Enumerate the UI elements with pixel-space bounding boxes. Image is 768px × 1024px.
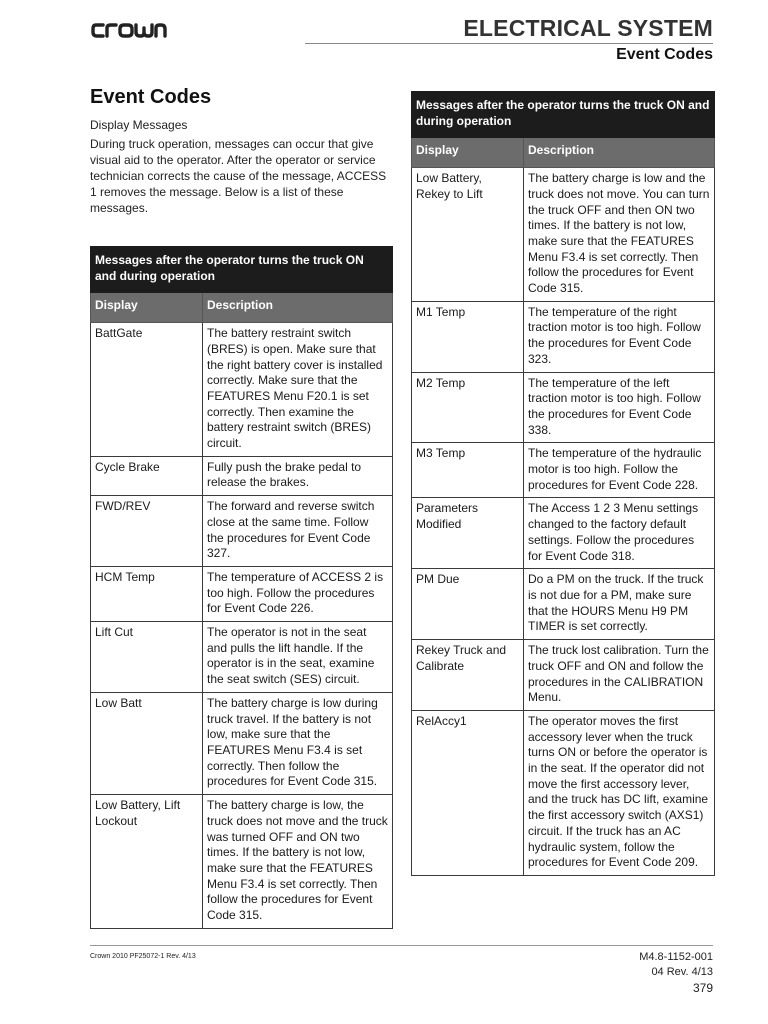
display-cell: RelAccy1 <box>412 710 524 875</box>
table-row <box>91 456 393 495</box>
description-cell: The battery charge is low, the truck does not move and the truck was turned OFF and ON two times. If the battery is not low, make sure that the FEATURES Menu F3.4 is set correctly. Then follow the procedures for Event Code 315. <box>203 795 393 929</box>
display-cell: M2 Temp <box>412 372 524 443</box>
section-title: ELECTRICAL SYSTEM <box>463 15 713 41</box>
display-cell: Low Battery, Lift Lockout <box>91 795 203 929</box>
event-codes-table-right <box>411 91 715 876</box>
description-cell: The forward and reverse switch close at the same time. Follow the procedures for Event Code 327. <box>203 496 393 567</box>
table-row <box>412 569 715 640</box>
header-divider <box>305 43 713 44</box>
table-row <box>412 168 715 302</box>
column-header-display: Display <box>412 138 524 168</box>
description-cell: The battery charge is low and the truck does not move. You can turn the truck OFF and then ON two times. If the battery is not low, make sure that the FEATURES Menu F3.4 is set correctly. Then follow the procedures for Event Code 315. <box>524 168 715 302</box>
page-number: 379 <box>692 981 713 995</box>
section-subtitle: Event Codes <box>616 46 713 63</box>
description-cell: The truck lost calibration. Turn the truck OFF and ON and follow the procedures in the CALIBRATION Menu. <box>524 640 715 711</box>
description-cell: The temperature of the left traction motor is too high. Follow the procedures for Event Code 338. <box>524 372 715 443</box>
display-cell: Cycle Brake <box>91 456 203 495</box>
display-cell: PM Due <box>412 569 524 640</box>
description-cell: Do a PM on the truck. If the truck is not due for a PM, make sure that the HOURS Menu H9 PM TIMER is set correctly. <box>524 569 715 640</box>
document-number: M4.8-1152-001 <box>639 951 713 963</box>
display-cell: Rekey Truck and Calibrate <box>412 640 524 711</box>
display-cell: M3 Temp <box>412 443 524 498</box>
description-cell: The battery restraint switch (BRES) is open. Make sure that the right battery cover is installed correctly. Make sure that the FEATURES Menu F20.1 is set correctly. Then examine the battery restraint switch (BRES) circuit. <box>203 323 393 457</box>
table-row <box>91 622 393 693</box>
display-cell: M1 Temp <box>412 301 524 372</box>
table-row <box>91 323 393 457</box>
table-caption: Messages after the operator turns the truck ON and during operation <box>91 247 393 293</box>
table-row <box>91 795 393 929</box>
description-cell: The battery charge is low during truck travel. If the battery is not low, make sure that the FEATURES Menu F3.4 is set correctly. Then follow the procedures for Event Code 315. <box>203 692 393 794</box>
display-cell: Low Battery, Rekey to Lift <box>412 168 524 302</box>
display-cell: Lift Cut <box>91 622 203 693</box>
footer-copyright: Crown 2010 PF25072-1 Rev. 4/13 <box>90 953 196 960</box>
description-cell: The operator is not in the seat and pulls the lift handle. If the operator is in the seat, examine the seat switch (SES) circuit. <box>203 622 393 693</box>
display-cell: Parameters Modified <box>412 498 524 569</box>
event-codes-table-left <box>90 246 393 929</box>
page-title: Event Codes <box>90 86 212 108</box>
table-row <box>412 372 715 443</box>
table-row <box>412 498 715 569</box>
display-cell: FWD/REV <box>91 496 203 567</box>
description-cell: Fully push the brake pedal to release the brakes. <box>203 456 393 495</box>
description-cell: The temperature of the right traction motor is too high. Follow the procedures for Event Code 323. <box>524 301 715 372</box>
display-cell: Low Batt <box>91 692 203 794</box>
subheading: Display Messages <box>90 118 188 132</box>
table-row <box>91 496 393 567</box>
intro-paragraph: During truck operation, messages can occur that give visual aid to the operator. After the operator or service technician corrects the cause of the message, ACCESS 1 removes the message. Below is a list of these messages. <box>90 137 387 215</box>
column-header-description: Description <box>203 293 393 323</box>
footer-info <box>639 950 713 996</box>
description-cell: The temperature of the hydraulic motor is too high. Follow the procedures for Event Code 228. <box>524 443 715 498</box>
table-row <box>412 710 715 875</box>
table-row <box>91 692 393 794</box>
crown-logo <box>90 20 168 45</box>
description-cell: The Access 1 2 3 Menu settings changed to the factory default settings. Follow the procedures for Event Code 318. <box>524 498 715 569</box>
table-row <box>412 301 715 372</box>
table-row <box>412 443 715 498</box>
description-cell: The operator moves the first accessory lever when the truck turns ON or before the operator is in the seat. If the operator did not move the first accessory lever, and the truck has DC lift, examine the first accessory switch (AXS1) circuit. If the truck has an AC hydraulic system, follow the procedures for Event Code 209. <box>524 710 715 875</box>
revision: 04 Rev. 4/13 <box>651 966 713 978</box>
display-cell: HCM Temp <box>91 566 203 621</box>
footer-divider <box>90 945 713 946</box>
display-cell: BattGate <box>91 323 203 457</box>
table-row <box>91 566 393 621</box>
table-caption: Messages after the operator turns the truck ON and during operation <box>412 92 715 138</box>
crown-wordmark-icon <box>90 20 168 40</box>
column-header-display: Display <box>91 293 203 323</box>
column-header-description: Description <box>524 138 715 168</box>
description-cell: The temperature of ACCESS 2 is too high. Follow the procedures for Event Code 226. <box>203 566 393 621</box>
table-row <box>412 640 715 711</box>
